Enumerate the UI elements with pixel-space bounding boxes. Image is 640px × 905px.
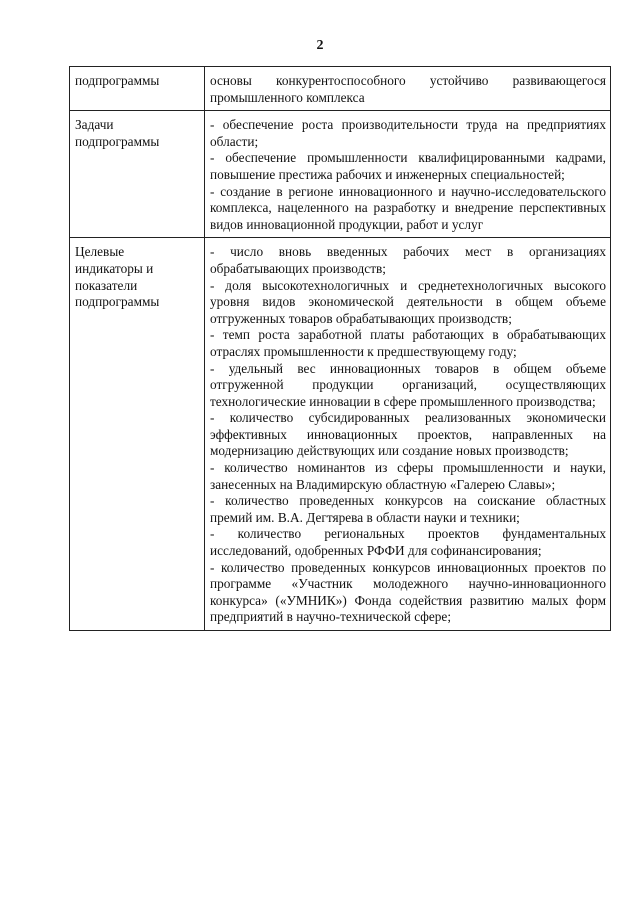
- table-row: [70, 238, 611, 631]
- row-label-line: индикаторы и: [75, 260, 154, 276]
- content-item: - число вновь введенных рабочих мест в организациях обрабатывающих производств;: [210, 244, 606, 276]
- row-label-line: показатели: [75, 277, 138, 293]
- content-item: - темп роста заработной платы работающих в обрабатывающих отраслях промышленности к предшествующему году;: [210, 327, 606, 359]
- row-label-line: подпрограммы: [75, 294, 160, 310]
- row-label-line: Целевые: [75, 244, 125, 260]
- page-number: 2: [316, 38, 324, 53]
- table-row: [70, 67, 611, 111]
- content-item: - количество проведенных конкурсов инновационных проектов по программе «Участник молодежного научно-инновационного конкурса» («УМНИК») Фонда содействия развитию малых форм предприятий в научно-технической сфере;: [210, 559, 606, 625]
- content-item: - доля высокотехнологичных и среднетехнологичных высокого уровня видов экономической деятельности в общем объеме отгруженных товаров обрабатывающих производств;: [210, 277, 606, 326]
- table-body: [70, 67, 611, 631]
- content-item: - удельный вес инновационных товаров в общем объеме отгруженной продукции организаций, осуществляющих технологические инновации в сфере промышленного производства;: [210, 360, 606, 409]
- row-label-line: подпрограммы: [75, 133, 160, 149]
- row-content-cell: [205, 111, 611, 238]
- row-label-line: подпрограммы: [75, 73, 160, 88]
- content-item: - обеспечение роста производительности труда на предприятиях области;: [210, 117, 606, 149]
- row-content-cell: [205, 238, 611, 631]
- row-content-cell: [205, 67, 611, 111]
- content-item: - обеспечение промышленности квалифицированными кадрами, повышение престижа рабочих и инженерных специальностей;: [210, 150, 606, 182]
- row-label-cell: [70, 111, 205, 238]
- row-label-cell: [70, 238, 205, 631]
- content-item: - количество номинантов из сферы промышленности и науки, занесенных на Владимирскую областную «Галерею Славы»;: [210, 460, 606, 492]
- row-label-cell: [70, 67, 205, 111]
- content-item: - создание в регионе инновационного и научно-исследовательского комплекса, нацеленного на разработку и внедрение перспективных видов инновационной продукции, работ и услуг: [210, 183, 606, 232]
- content-item: - количество региональных проектов фундаментальных исследований, одобренных РФФИ для софинансирования;: [210, 526, 606, 559]
- content-item: основы конкурентоспособного устойчиво развивающегося промышленного комплекса: [210, 73, 606, 105]
- content-item: - количество субсидированных реализованных экономически эффективных инновационных проектов, направленных на модернизацию действующих или создание новых производств;: [210, 410, 606, 459]
- table-row: [70, 111, 611, 238]
- row-label-line: Задачи: [75, 117, 114, 133]
- content-item: - количество проведенных конкурсов на соискание областных премий им. В.А. Дегтярева в области науки и техники;: [210, 493, 606, 525]
- passport-table: [69, 66, 611, 631]
